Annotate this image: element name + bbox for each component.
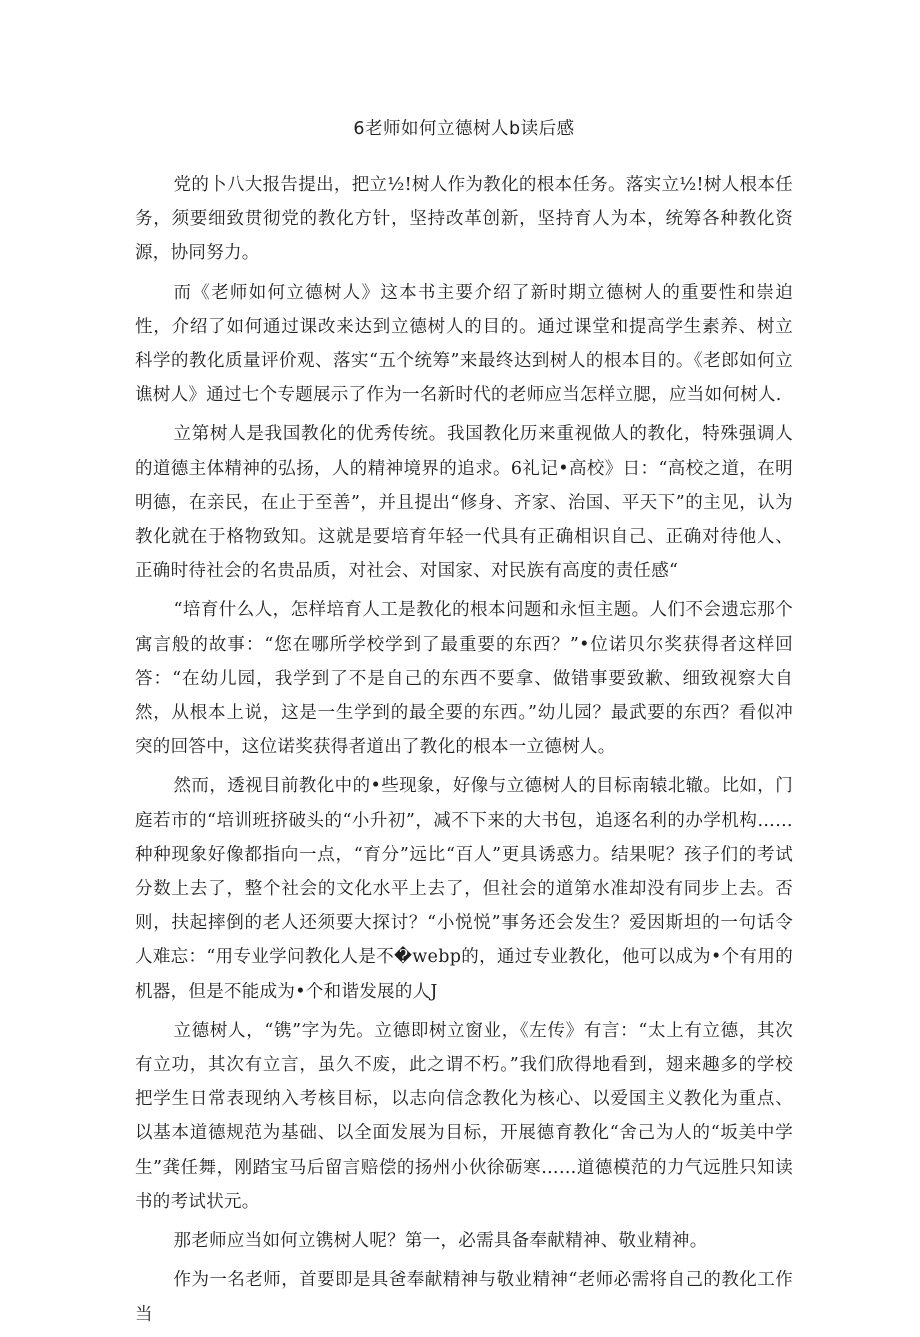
paragraph-1: 党的卜八大报告提出，把立½!树人作为教化的根本任务。落实立½!树人根本任务，须要细致贯彻党的教化方针，坚持改革创新，坚持育人为本，统筹各种教化资源，协同努力。 (135, 175, 793, 264)
paragraph-4: “培育什么人，怎样培育人工是教化的根本问题和永恒主题。人们不会遗忘那个寓言般的故事：“您在哪所学校学到了最重要的东西？”•位诺贝尔奖获得者这样回答：“在幼儿园，我学到了不是自己的东西不要拿、做错事要致歉、细致视察大自然，从根本上说，这是一生学到的最全要的东西。”幼儿园？最武要的东西？看似冲突的回答中，这位诺奖获得者道出了教化的根本一立德树人。 (135, 600, 793, 758)
paragraph-2: 而《老师如何立德树人》这本书主要介绍了新时期立德树人的重要性和崇迫性，介绍了如何通过课改来达到立德树人的目的。通过课堂和提高学生素养、树立科学的教化质量评价观、落实“五个统筹”来最终达到树人的根本目的。《老郎如何立谯树人》通过七个专题展示了作为一名新时代的老师应当怎样立腮，应当如何树人. (135, 282, 793, 406)
document-page (135, 112, 793, 1337)
paragraph-6: 立德树人，“镌”字为先。立德即树立窗业，《左传》有言：“太上有立德，其次有立功，其次有立言，虽久不废，此之谓不朽。”我们欣得地看到，翅来趣多的学校把学生日常表现纳入考核目标，以志向信念教化为核心、以爱国主义教化为重点、以基本道德规范为基础、以全面发展为目标，开展德育教化“舍己为人的“坂美中学生”龚任舞，刚踏宝马后留言赔偿的扬州小伙徐砺寒……道德模范的力气远胜只知读书的考试状元。 (135, 1020, 793, 1212)
paragraph-5: 然而，透视目前教化中的•些现象，好像与立德树人的目标南辕北辙。比如，门庭若市的“培训班挤破头的“小升初”，减不下来的大书包，追逐名利的办学机构……种种现象好像都指向一点，“育分”远比“百人”更具诱惑力。结果呢？孩子们的考试分数上去了，整个社会的文化水平上去了，但社会的道第水准却没有同步上去。否则，扶起摔倒的老人还须要大探讨？“小悦悦”事务还会发生？爱因斯坦的一句话令人难忘：“用专业学问教化人是不�webp的，通过专业教化，他可以成为•个有用的机器，但是不能成为•个和谐发展的人J (135, 776, 793, 1002)
document-title: 6老师如何立德树人b读后感 (353, 119, 575, 139)
paragraph-3: 立第树人是我国教化的优秀传统。我国教化历来重视做人的教化，特殊强调人的道德主体精神的弘扬，人的精神境界的追求。6礼记•高校》日：“高校之道，在明明德，在亲民，在止于至善”，并且提出“修身、齐家、治国、平天下”的主见，认为教化就在于格物致知。这就是要培育年轻一代具有正确相识自己、正确对待他人、正确时待社会的名贵品质，对社会、对国家、对民族有高度的责任感“ (135, 424, 793, 582)
paragraph-8: 作为一名老师，首要即是具爸奉献精神与敬业精神“老师必需将自己的教化工作当 (135, 1270, 793, 1325)
paragraph-7: 那老师应当如何立镌树人呢？第一，必需具备奉献精神、敬业精神。 (173, 1231, 708, 1252)
